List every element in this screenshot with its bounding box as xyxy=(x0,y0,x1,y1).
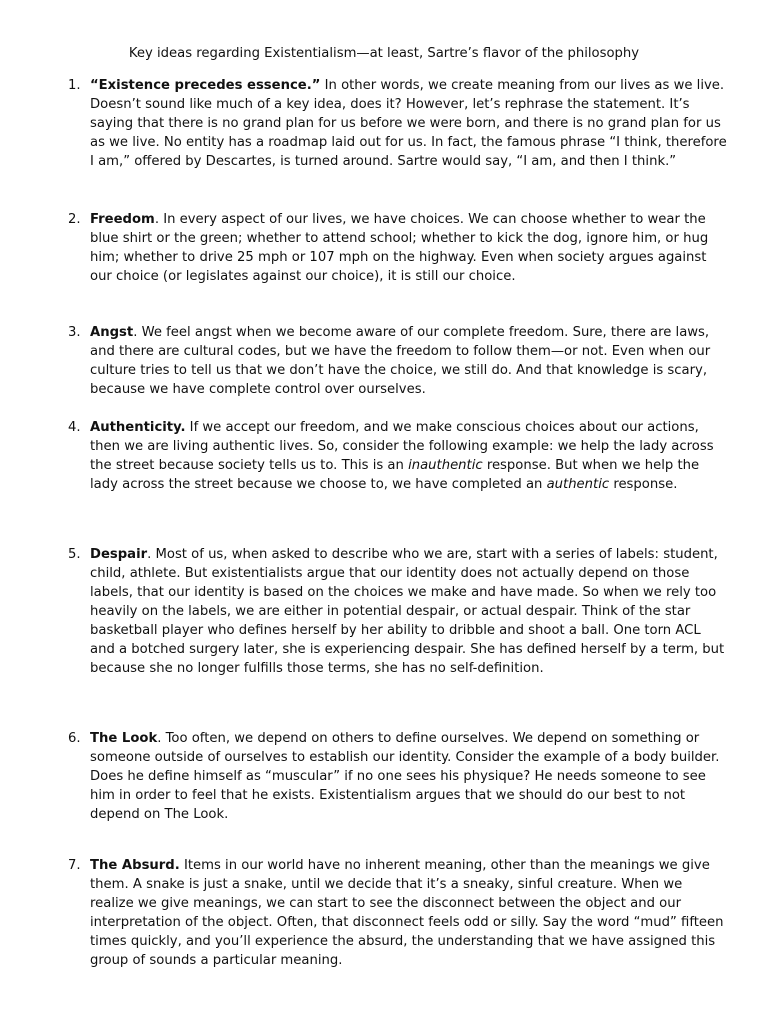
item-text: . In every aspect of our lives, we have choices. We can choose whether to wear the blue shirt or the green; whether to attend school; whether to kick the dog, ignore him, or hug him; whether to drive 25 mph or 107 mph on the highway. Even when society argues against our choice (or legislates against our choice), it is still our choice. xyxy=(90,212,709,284)
item-text: . Most of us, when asked to describe who we are, start with a series of labels: student, child, athlete. But existentialists argue that our identity does not actually depend on those labels, that our identity is based on the choices we make and have made. So when we rely too heavily on the labels, we are either in potential despair, or actual despair. Think of the star basketball player who defines herself by her ability to dribble and shoot a ball. One torn ACL and a botched surgery later, she is experiencing despair. She has defined herself by a term, but because she no longer fulfills those terms, she has no self-definition. xyxy=(90,547,725,676)
item-text: . We feel angst when we become aware of our complete freedom. Sure, there are laws, and there are cultural codes, but we have the freedom to follow them—or not. Even when our culture tries to tell us that we don’t have the choice, we still do. And that knowledge is scary, because we have complete control over ourselves. xyxy=(90,325,711,397)
item-number: 2. xyxy=(68,212,81,227)
item-emphasis: authentic xyxy=(546,477,610,492)
document-title: Key ideas regarding Existentialism—at least, Sartre’s flavor of the philosophy xyxy=(128,46,640,61)
item-heading: Angst xyxy=(90,325,134,340)
item-body xyxy=(90,418,728,494)
item-heading: The Absurd. xyxy=(90,858,180,873)
list-item-freedom xyxy=(68,210,728,286)
item-body xyxy=(90,76,728,171)
item-body xyxy=(90,729,728,824)
list-item-authenticity xyxy=(68,418,728,494)
list-item-angst xyxy=(68,323,728,399)
item-body xyxy=(90,210,728,286)
item-text: In other words, we create meaning from our lives as we live. Doesn’t sound like much of a key idea, does it? However, let’s rephrase the statement. It’s saying that there is no grand plan for us before we were born, and there is no grand plan for us as we live. No entity has a roadmap laid out for us. In fact, the famous phrase “I think, therefore I am,” offered by Descartes, is turned around. Sartre would say, “I am, and then I think.” xyxy=(90,78,727,169)
item-heading: Authenticity. xyxy=(90,420,186,435)
item-emphasis: inauthentic xyxy=(408,458,483,473)
item-number: 7. xyxy=(68,858,81,873)
item-number: 1. xyxy=(68,78,81,93)
item-body xyxy=(90,856,728,970)
item-text: . Too often, we depend on others to define ourselves. We depend on something or someone outside of ourselves to establish our identity. Consider the example of a body builder. Does he define himself as “muscular” if no one sees his physique? He needs someone to see him in order to feel that he exists. Existentialism argues that we should do our best to not depend on The Look. xyxy=(90,731,720,822)
item-heading: The Look xyxy=(90,731,158,746)
list-item-despair xyxy=(68,545,728,678)
item-text: response. But when we help the lady across the street because we choose to, we have completed an xyxy=(90,458,700,492)
list-item-the-look xyxy=(68,729,728,824)
item-heading: Freedom xyxy=(90,212,155,227)
item-text: response. xyxy=(609,477,678,492)
list-item-the-absurd xyxy=(68,856,728,970)
item-heading: Despair xyxy=(90,547,148,562)
item-number: 3. xyxy=(68,325,81,340)
item-text: Items in our world have no inherent meaning, other than the meanings we give them. A snake is just a snake, until we decide that it’s a sneaky, sinful creature. When we realize we give meanings, we can start to see the disconnect between the object and our interpretation of the object. Often, that disconnect feels odd or silly. Say the word “mud” fifteen times quickly, and you’ll experience the absurd, the understanding that we have assigned this group of sounds a particular meaning. xyxy=(90,858,724,968)
item-body xyxy=(90,323,728,399)
item-number: 4. xyxy=(68,420,81,435)
item-text: If we accept our freedom, and we make conscious choices about our actions, then we are living authentic lives. So, consider the following example: we help the lady across the street because society tells us to. This is an xyxy=(90,420,714,473)
list-item-existence xyxy=(68,76,728,171)
item-body xyxy=(90,545,728,678)
item-number: 5. xyxy=(68,547,81,562)
item-heading: “Existence precedes essence.” xyxy=(90,78,321,93)
item-number: 6. xyxy=(68,731,81,746)
